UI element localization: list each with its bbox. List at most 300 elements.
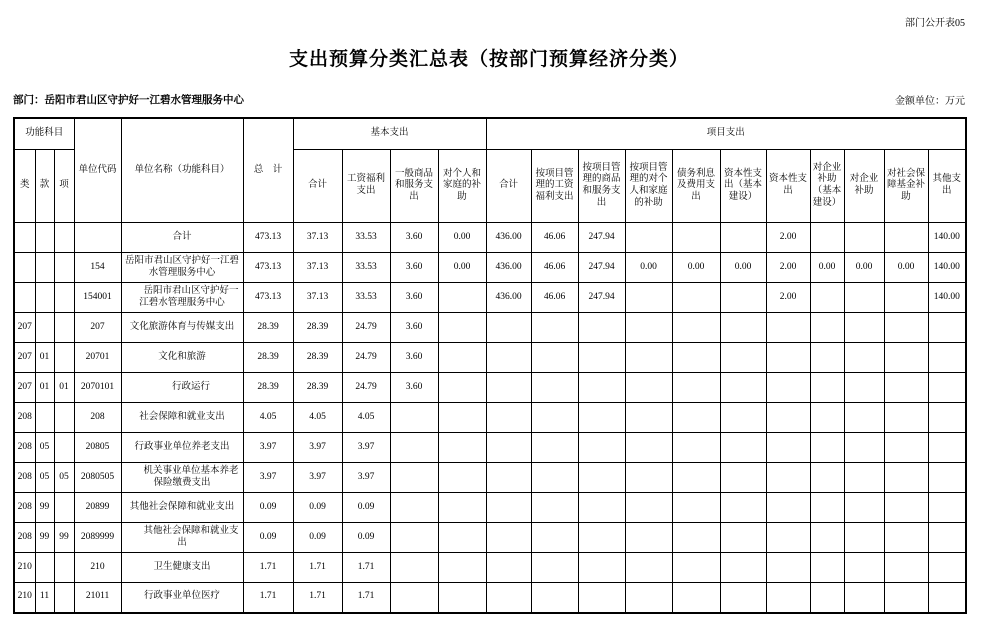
table-row — [14, 523, 966, 553]
amount-unit-label: 金额单位：万元 — [895, 96, 965, 107]
table-row — [14, 313, 966, 343]
cell-basic-subtotal: 0.09 — [293, 493, 342, 523]
header-unit-name: 单位名称（功能科目） — [121, 118, 243, 223]
cell-section — [35, 253, 54, 283]
cell-unit-code: 210 — [74, 553, 121, 583]
cell-salary-welfare: 24.79 — [342, 313, 390, 343]
cell-enterprise-subsidy — [844, 433, 884, 463]
cell-section: 99 — [35, 493, 54, 523]
cell-enterprise-subsidy — [844, 223, 884, 253]
cell-goods-services — [390, 583, 438, 613]
cell-unit-code: 154 — [74, 253, 121, 283]
cell-unit-code: 208 — [74, 403, 121, 433]
cell-project-salary-welfare — [531, 553, 578, 583]
cell-capital-expenditure: 2.00 — [766, 283, 810, 313]
cell-project-goods-services — [578, 403, 625, 433]
cell-grand-total: 3.97 — [243, 433, 293, 463]
cell-capital-basic-construction — [720, 583, 766, 613]
cell-item — [54, 253, 74, 283]
table-row — [14, 403, 966, 433]
cell-project-subtotal: 436.00 — [486, 283, 531, 313]
header-item: 项 — [54, 150, 74, 223]
cell-individual-family — [438, 553, 486, 583]
cell-unit-name: 行政事业单位养老支出 — [121, 433, 243, 463]
cell-project-salary-welfare — [531, 313, 578, 343]
cell-class: 208 — [14, 523, 35, 553]
cell-project-individual-family — [625, 403, 672, 433]
cell-project-goods-services: 247.94 — [578, 283, 625, 313]
cell-project-individual-family — [625, 553, 672, 583]
cell-basic-subtotal: 3.97 — [293, 463, 342, 493]
cell-class: 207 — [14, 343, 35, 373]
cell-section: 99 — [35, 523, 54, 553]
table-header — [14, 118, 966, 223]
cell-capital-basic-construction — [720, 283, 766, 313]
cell-project-goods-services — [578, 583, 625, 613]
cell-capital-basic-construction — [720, 493, 766, 523]
cell-project-subtotal: 436.00 — [486, 253, 531, 283]
cell-item — [54, 403, 74, 433]
cell-project-salary-welfare: 46.06 — [531, 253, 578, 283]
cell-grand-total: 0.09 — [243, 493, 293, 523]
header-functional-subject: 功能科目 — [14, 118, 74, 150]
cell-enterprise-subsidy — [844, 343, 884, 373]
cell-goods-services — [390, 463, 438, 493]
cell-goods-services: 3.60 — [390, 283, 438, 313]
cell-enterprise-subsidy-bc — [810, 223, 844, 253]
cell-project-goods-services — [578, 313, 625, 343]
cell-individual-family: 0.00 — [438, 223, 486, 253]
cell-project-goods-services: 247.94 — [578, 253, 625, 283]
cell-capital-basic-construction — [720, 403, 766, 433]
cell-grand-total: 1.71 — [243, 583, 293, 613]
cell-project-salary-welfare — [531, 343, 578, 373]
cell-capital-expenditure — [766, 313, 810, 343]
cell-enterprise-subsidy-bc — [810, 343, 844, 373]
cell-debt-interest-fee — [672, 343, 720, 373]
cell-project-salary-welfare: 46.06 — [531, 283, 578, 313]
table-row — [14, 283, 966, 313]
cell-individual-family — [438, 583, 486, 613]
cell-capital-expenditure — [766, 583, 810, 613]
header-section: 款 — [35, 150, 54, 223]
cell-other-expenditure — [928, 343, 966, 373]
cell-basic-subtotal: 37.13 — [293, 253, 342, 283]
cell-salary-welfare: 0.09 — [342, 493, 390, 523]
cell-project-subtotal — [486, 403, 531, 433]
cell-capital-basic-construction — [720, 433, 766, 463]
cell-enterprise-subsidy-bc — [810, 463, 844, 493]
cell-debt-interest-fee — [672, 583, 720, 613]
cell-enterprise-subsidy — [844, 283, 884, 313]
table-row — [14, 553, 966, 583]
cell-project-salary-welfare — [531, 523, 578, 553]
table-row — [14, 223, 966, 253]
cell-unit-name: 社会保障和就业支出 — [121, 403, 243, 433]
cell-capital-basic-construction — [720, 343, 766, 373]
header-individual-family: 对个人和家庭的补助 — [438, 150, 486, 223]
cell-project-goods-services — [578, 493, 625, 523]
header-project-salary-welfare: 按项目管理的工资福利支出 — [531, 150, 578, 223]
header-basic-subtotal: 合计 — [293, 150, 342, 223]
header-project-expenditure: 项目支出 — [486, 118, 966, 150]
cell-enterprise-subsidy-bc — [810, 523, 844, 553]
cell-individual-family — [438, 283, 486, 313]
cell-debt-interest-fee — [672, 313, 720, 343]
cell-debt-interest-fee — [672, 223, 720, 253]
cell-project-salary-welfare — [531, 373, 578, 403]
cell-capital-expenditure — [766, 433, 810, 463]
cell-basic-subtotal: 28.39 — [293, 313, 342, 343]
cell-social-security-fund-subsidy — [884, 403, 928, 433]
table-row — [14, 463, 966, 493]
cell-other-expenditure — [928, 403, 966, 433]
cell-goods-services — [390, 553, 438, 583]
header-basic-expenditure: 基本支出 — [293, 118, 486, 150]
header-grand-total: 总 计 — [243, 118, 293, 223]
cell-item — [54, 343, 74, 373]
cell-project-individual-family — [625, 343, 672, 373]
cell-capital-expenditure — [766, 523, 810, 553]
cell-debt-interest-fee — [672, 403, 720, 433]
cell-capital-expenditure — [766, 553, 810, 583]
cell-project-goods-services — [578, 373, 625, 403]
header-row-1 — [14, 118, 966, 150]
cell-other-expenditure — [928, 583, 966, 613]
cell-project-subtotal — [486, 553, 531, 583]
header-project-goods-services: 按项目管理的商品和服务支出 — [578, 150, 625, 223]
cell-individual-family — [438, 523, 486, 553]
cell-class: 207 — [14, 313, 35, 343]
table-row — [14, 373, 966, 403]
cell-section — [35, 283, 54, 313]
cell-capital-basic-construction: 0.00 — [720, 253, 766, 283]
cell-other-expenditure — [928, 373, 966, 403]
cell-enterprise-subsidy — [844, 553, 884, 583]
cell-class: 208 — [14, 403, 35, 433]
cell-unit-name: 机关事业单位基本养老保险缴费支出 — [121, 463, 243, 493]
cell-capital-expenditure — [766, 463, 810, 493]
cell-unit-name: 行政运行 — [121, 373, 243, 403]
cell-salary-welfare: 33.53 — [342, 223, 390, 253]
cell-other-expenditure — [928, 493, 966, 523]
cell-other-expenditure: 140.00 — [928, 223, 966, 253]
cell-debt-interest-fee — [672, 283, 720, 313]
page-title: 支出预算分类汇总表（按部门预算经济分类） — [288, 49, 689, 70]
cell-enterprise-subsidy-bc — [810, 403, 844, 433]
cell-item — [54, 433, 74, 463]
cell-goods-services — [390, 493, 438, 523]
cell-unit-code: 20899 — [74, 493, 121, 523]
header-capital-expenditure: 资本性支出 — [766, 150, 810, 223]
cell-class: 208 — [14, 463, 35, 493]
cell-social-security-fund-subsidy — [884, 433, 928, 463]
cell-unit-code: 20805 — [74, 433, 121, 463]
cell-social-security-fund-subsidy — [884, 343, 928, 373]
cell-salary-welfare: 1.71 — [342, 553, 390, 583]
cell-unit-code: 2070101 — [74, 373, 121, 403]
cell-project-subtotal — [486, 373, 531, 403]
budget-table — [13, 117, 967, 614]
cell-enterprise-subsidy-bc: 0.00 — [810, 253, 844, 283]
cell-enterprise-subsidy-bc — [810, 283, 844, 313]
header-debt-interest-fee: 债务利息及费用支出 — [672, 150, 720, 223]
cell-other-expenditure — [928, 313, 966, 343]
cell-goods-services: 3.60 — [390, 223, 438, 253]
header-unit-code: 单位代码 — [74, 118, 121, 223]
header-enterprise-subsidy-bc: 对企业补助（基本建设） — [810, 150, 844, 223]
cell-grand-total: 473.13 — [243, 223, 293, 253]
cell-salary-welfare: 0.09 — [342, 523, 390, 553]
cell-debt-interest-fee — [672, 463, 720, 493]
cell-basic-subtotal: 37.13 — [293, 223, 342, 253]
cell-section — [35, 223, 54, 253]
cell-section: 11 — [35, 583, 54, 613]
cell-capital-basic-construction — [720, 223, 766, 253]
cell-unit-name: 行政事业单位医疗 — [121, 583, 243, 613]
cell-other-expenditure: 140.00 — [928, 283, 966, 313]
cell-goods-services — [390, 433, 438, 463]
cell-project-salary-welfare: 46.06 — [531, 223, 578, 253]
header-enterprise-subsidy: 对企业补助 — [844, 150, 884, 223]
cell-class: 208 — [14, 433, 35, 463]
cell-salary-welfare: 24.79 — [342, 373, 390, 403]
cell-grand-total: 28.39 — [243, 313, 293, 343]
cell-salary-welfare: 33.53 — [342, 253, 390, 283]
cell-salary-welfare: 4.05 — [342, 403, 390, 433]
cell-class: 207 — [14, 373, 35, 403]
cell-enterprise-subsidy-bc — [810, 553, 844, 583]
cell-project-goods-services — [578, 553, 625, 583]
cell-unit-code: 207 — [74, 313, 121, 343]
cell-project-salary-welfare — [531, 463, 578, 493]
cell-grand-total: 4.05 — [243, 403, 293, 433]
cell-social-security-fund-subsidy — [884, 583, 928, 613]
cell-unit-code: 2089999 — [74, 523, 121, 553]
cell-section: 01 — [35, 343, 54, 373]
cell-basic-subtotal: 0.09 — [293, 523, 342, 553]
cell-section — [35, 553, 54, 583]
cell-capital-basic-construction — [720, 313, 766, 343]
cell-social-security-fund-subsidy — [884, 493, 928, 523]
cell-basic-subtotal: 3.97 — [293, 433, 342, 463]
cell-other-expenditure: 140.00 — [928, 253, 966, 283]
cell-unit-code: 2080505 — [74, 463, 121, 493]
cell-project-subtotal: 436.00 — [486, 223, 531, 253]
cell-social-security-fund-subsidy — [884, 283, 928, 313]
cell-grand-total: 1.71 — [243, 553, 293, 583]
cell-class: 208 — [14, 493, 35, 523]
cell-basic-subtotal: 1.71 — [293, 553, 342, 583]
cell-individual-family — [438, 343, 486, 373]
cell-capital-expenditure — [766, 493, 810, 523]
cell-class: 210 — [14, 583, 35, 613]
header-capital-basic-construction: 资本性支出（基本建设） — [720, 150, 766, 223]
header-social-security-fund-subsidy: 对社会保障基金补助 — [884, 150, 928, 223]
cell-social-security-fund-subsidy — [884, 223, 928, 253]
cell-unit-name: 文化和旅游 — [121, 343, 243, 373]
cell-project-individual-family — [625, 463, 672, 493]
table-body — [14, 223, 966, 613]
cell-basic-subtotal: 28.39 — [293, 373, 342, 403]
cell-other-expenditure — [928, 553, 966, 583]
cell-individual-family — [438, 313, 486, 343]
cell-goods-services: 3.60 — [390, 343, 438, 373]
cell-project-individual-family — [625, 313, 672, 343]
cell-debt-interest-fee: 0.00 — [672, 253, 720, 283]
cell-item — [54, 493, 74, 523]
cell-social-security-fund-subsidy — [884, 313, 928, 343]
cell-project-goods-services — [578, 433, 625, 463]
cell-capital-expenditure — [766, 373, 810, 403]
cell-class — [14, 283, 35, 313]
cell-enterprise-subsidy — [844, 463, 884, 493]
cell-grand-total: 28.39 — [243, 373, 293, 403]
header-salary-welfare: 工资福利支出 — [342, 150, 390, 223]
cell-basic-subtotal: 37.13 — [293, 283, 342, 313]
cell-debt-interest-fee — [672, 553, 720, 583]
cell-individual-family — [438, 463, 486, 493]
cell-project-goods-services — [578, 523, 625, 553]
cell-grand-total: 3.97 — [243, 463, 293, 493]
cell-capital-expenditure — [766, 343, 810, 373]
cell-capital-expenditure — [766, 403, 810, 433]
cell-project-individual-family — [625, 493, 672, 523]
cell-item — [54, 583, 74, 613]
cell-project-subtotal — [486, 313, 531, 343]
cell-enterprise-subsidy-bc — [810, 493, 844, 523]
table-row — [14, 433, 966, 463]
cell-project-individual-family: 0.00 — [625, 253, 672, 283]
cell-enterprise-subsidy-bc — [810, 313, 844, 343]
cell-capital-expenditure: 2.00 — [766, 223, 810, 253]
cell-unit-name: 文化旅游体育与传媒支出 — [121, 313, 243, 343]
cell-enterprise-subsidy — [844, 313, 884, 343]
cell-capital-basic-construction — [720, 373, 766, 403]
cell-section — [35, 403, 54, 433]
cell-goods-services — [390, 523, 438, 553]
cell-project-individual-family — [625, 433, 672, 463]
cell-individual-family — [438, 373, 486, 403]
cell-section: 05 — [35, 433, 54, 463]
header-class: 类 — [14, 150, 35, 223]
cell-project-subtotal — [486, 493, 531, 523]
cell-debt-interest-fee — [672, 493, 720, 523]
cell-item — [54, 223, 74, 253]
cell-social-security-fund-subsidy — [884, 553, 928, 583]
cell-project-salary-welfare — [531, 433, 578, 463]
cell-project-subtotal — [486, 583, 531, 613]
department-label: 部门：岳阳市君山区守护好一江碧水管理服务中心 — [13, 95, 244, 106]
cell-grand-total: 473.13 — [243, 283, 293, 313]
cell-enterprise-subsidy: 0.00 — [844, 253, 884, 283]
cell-goods-services: 3.60 — [390, 313, 438, 343]
table-row — [14, 493, 966, 523]
cell-debt-interest-fee — [672, 373, 720, 403]
cell-project-salary-welfare — [531, 583, 578, 613]
cell-enterprise-subsidy — [844, 403, 884, 433]
cell-project-goods-services: 247.94 — [578, 223, 625, 253]
cell-unit-name: 岳阳市君山区守护好一江碧水管理服务中心 — [121, 253, 243, 283]
cell-basic-subtotal: 1.71 — [293, 583, 342, 613]
cell-unit-code: 20701 — [74, 343, 121, 373]
cell-individual-family — [438, 433, 486, 463]
cell-project-individual-family — [625, 373, 672, 403]
cell-unit-code: 154001 — [74, 283, 121, 313]
cell-item: 99 — [54, 523, 74, 553]
cell-salary-welfare: 1.71 — [342, 583, 390, 613]
cell-enterprise-subsidy — [844, 373, 884, 403]
form-number-label: 部门公开表05 — [905, 18, 965, 29]
cell-enterprise-subsidy — [844, 523, 884, 553]
cell-project-individual-family — [625, 523, 672, 553]
cell-project-goods-services — [578, 463, 625, 493]
meta-row — [13, 92, 965, 107]
cell-enterprise-subsidy — [844, 583, 884, 613]
cell-item: 05 — [54, 463, 74, 493]
cell-goods-services: 3.60 — [390, 373, 438, 403]
cell-class — [14, 223, 35, 253]
cell-capital-basic-construction — [720, 463, 766, 493]
cell-enterprise-subsidy — [844, 493, 884, 523]
table-row — [14, 253, 966, 283]
cell-enterprise-subsidy-bc — [810, 433, 844, 463]
cell-social-security-fund-subsidy — [884, 523, 928, 553]
cell-project-goods-services — [578, 343, 625, 373]
cell-section — [35, 313, 54, 343]
cell-project-individual-family — [625, 283, 672, 313]
cell-unit-code: 21011 — [74, 583, 121, 613]
table-row — [14, 343, 966, 373]
cell-enterprise-subsidy-bc — [810, 583, 844, 613]
cell-project-individual-family — [625, 583, 672, 613]
cell-salary-welfare: 3.97 — [342, 463, 390, 493]
cell-social-security-fund-subsidy — [884, 373, 928, 403]
cell-debt-interest-fee — [672, 523, 720, 553]
cell-individual-family — [438, 403, 486, 433]
cell-grand-total: 0.09 — [243, 523, 293, 553]
cell-item: 01 — [54, 373, 74, 403]
cell-section: 05 — [35, 463, 54, 493]
cell-project-salary-welfare — [531, 493, 578, 523]
cell-individual-family — [438, 493, 486, 523]
cell-unit-name: 岳阳市君山区守护好一江碧水管理服务中心 — [121, 283, 243, 313]
cell-goods-services: 3.60 — [390, 253, 438, 283]
cell-basic-subtotal: 28.39 — [293, 343, 342, 373]
cell-grand-total: 473.13 — [243, 253, 293, 283]
cell-debt-interest-fee — [672, 433, 720, 463]
cell-grand-total: 28.39 — [243, 343, 293, 373]
cell-project-subtotal — [486, 433, 531, 463]
cell-enterprise-subsidy-bc — [810, 373, 844, 403]
header-project-subtotal: 合计 — [486, 150, 531, 223]
cell-unit-name: 合计 — [121, 223, 243, 253]
cell-capital-expenditure: 2.00 — [766, 253, 810, 283]
cell-social-security-fund-subsidy — [884, 463, 928, 493]
cell-class: 210 — [14, 553, 35, 583]
cell-social-security-fund-subsidy: 0.00 — [884, 253, 928, 283]
cell-unit-code — [74, 223, 121, 253]
cell-unit-name: 其他社会保障和就业支出 — [121, 523, 243, 553]
cell-unit-name: 卫生健康支出 — [121, 553, 243, 583]
cell-other-expenditure — [928, 433, 966, 463]
cell-project-individual-family — [625, 223, 672, 253]
cell-project-salary-welfare — [531, 403, 578, 433]
cell-individual-family: 0.00 — [438, 253, 486, 283]
cell-item — [54, 313, 74, 343]
cell-project-subtotal — [486, 343, 531, 373]
cell-project-subtotal — [486, 463, 531, 493]
